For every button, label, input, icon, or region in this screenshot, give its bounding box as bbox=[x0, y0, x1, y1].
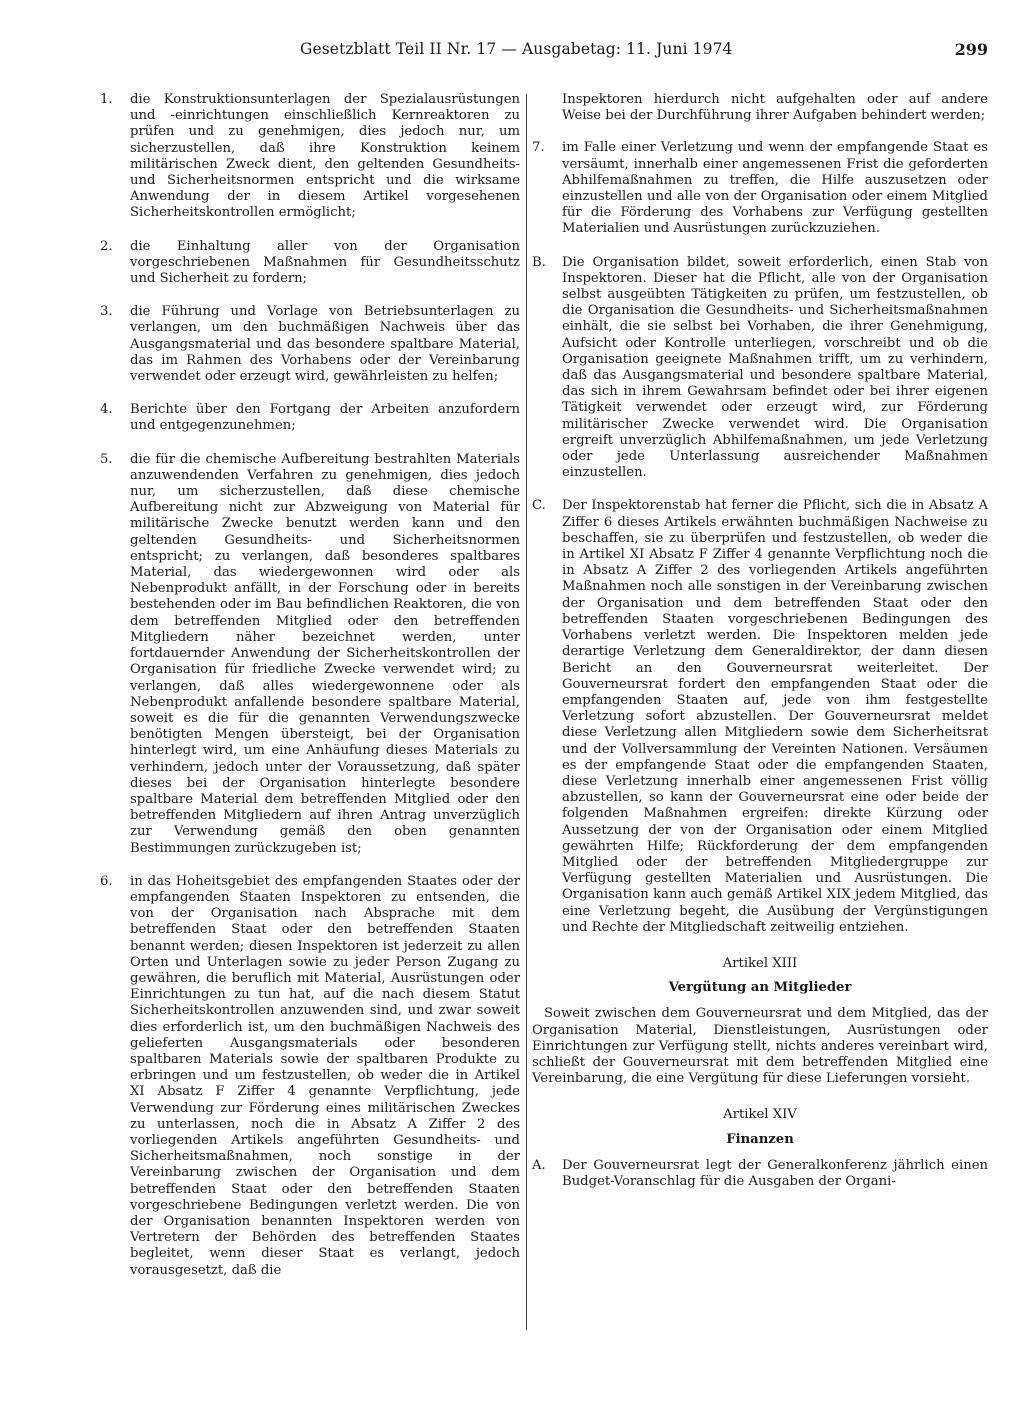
list-item bbox=[100, 92, 520, 222]
list-item bbox=[100, 239, 520, 288]
item-text: Berichte über den Fortgang der Arbeiten anzufordern und entgegenzunehmen; bbox=[130, 402, 520, 434]
item-number: 3. bbox=[100, 304, 113, 320]
right-column bbox=[532, 92, 988, 1207]
item-text: die für die chemische Aufbereitung bestrahlten Materials anzuwendenden Verfahren zu genehmigen, dies jedoch nur, um sicherzustellen, daß diese chemische Aufbereitung nicht zur Abzweigung von Material für militärische Zwecke benutzt werden kann und den geltenden Gesundheits- und Sicherheitsnormen entspricht; zu verlangen, daß besonderes spaltbares Material, das wiedergewonnen wird oder als Nebenprodukt anfällt, in der Forschung oder in bereits bestehenden oder im Bau befindlichen Reaktoren, die von dem betreffenden Mitglied oder den betreffenden Mitgliedern näher bezeichnet werden, unter fortdauernder Anwendung der Sicherheitskontrollen der Organisation für friedliche Zwecke verwendet wird; zu verlangen, daß alles wiedergewonnene oder als Nebenprodukt anfallende besondere spaltbare Material, soweit es die für die genannten Verwendungszwecke benötigten Mengen übersteigt, bei der Organisation hinterlegt wird, um eine Anhäufung dieses Materials zu verhindern, jedoch unter der Voraussetzung, daß später dieses bei der Organisation hinterlegte besondere spaltbare Material dem betreffenden Mitglied oder den betreffenden Mitgliedern auf ihren Antrag unverzüglich zur Verwendung gemäß den oben genannten Bestimmungen zurückzugeben ist; bbox=[130, 451, 520, 856]
section-text: Der Inspektorenstab hat ferner die Pflicht, sich die in Absatz A Ziffer 6 dieses Artikels erwähnten buchmäßigen Nachweise zu beschaffen, sie zu überprüfen und festzustellen, ob weder die in Artikel XI Absatz F Ziffer 4 genannte Verpflichtung noch die in Absatz A Ziffer 2 des vorliegenden Artikels angeführten Maßnahmen noch alle sonstigen in der Vereinbarung zwischen der Organisation und dem betreffenden Staat oder den betreffenden Staaten vorgeschriebenen Bedingungen des Vorhabens verletzt werden. Die Inspektoren melden jede derartige Verletzung dem Generaldirektor, der dann diesen Bericht an den Gouverneursrat weiterleitet. Der Gouverneursrat fordert den empfangenden Staat oder die empfangenden Staaten auf, jede von ihm festgestellte Verletzung sofort abzustellen. Der Gouverneursrat meldet diese Verletzung allen Mitgliedern sowie dem Sicherheitsrat und der Vollversammlung der Vereinten Nationen. Versäumen es der empfangende Staat oder die empfangenden Staaten, diese Verletzung innerhalb einer angemessenen Frist völlig abzustellen, so kann der Gouverneursrat eine oder beide der folgenden Maßnahmen ergreifen: direkte Kürzung oder Aussetzung der von der Organisation oder einem Mitglied gewährten Hilfe; Rückforderung der dem empfangenden Mitglied oder der betreffenden Mitgliedergruppe zur Verfügung gestellten Materialien und Ausrüstungen. Die Organisation kann auch gemäß Artikel XIX jedem Mitglied, das eine Verletzung begeht, die Ausübung der Vergünstigungen und Rechte der Mitgliedschaft zeitweilig entziehen. bbox=[562, 498, 988, 935]
section-a bbox=[532, 1158, 988, 1190]
item-number: 5. bbox=[100, 451, 113, 467]
item-number: 4. bbox=[100, 402, 113, 418]
continuation-text: Inspektoren hierdurch nicht aufgehalten oder auf andere Weise bei der Durchführung ihrer Aufgaben behindert werden; bbox=[562, 92, 988, 124]
list-item bbox=[100, 402, 520, 434]
article-14-heading: Finanzen bbox=[726, 1131, 794, 1147]
item-number: 2. bbox=[100, 238, 113, 254]
list-item bbox=[100, 452, 520, 857]
item-text: die Konstruktionsunterlagen der Spezialausrüstungen und -einrichtungen einschließlich Kernreaktoren zu prüfen und zu genehmigen, dies jedoch nur, um sicherzustellen, daß ihre Konstruktion keinem militärischen Zweck dient, den geltenden Gesundheits- und Sicherheitsnormen entspricht und die wirksame Anwendung der in diesem Artikel vorgesehenen Sicherheitskontrollen ermöglicht; bbox=[130, 92, 520, 221]
running-header: Gesetzblatt Teil II Nr. 17 — Ausgabetag: 11. Juni 1974 bbox=[300, 40, 733, 58]
section-b bbox=[532, 255, 988, 482]
item-number: 7. bbox=[532, 140, 545, 156]
section-c bbox=[532, 498, 988, 935]
section-letter: C. bbox=[532, 498, 546, 514]
section-letter: B. bbox=[532, 254, 546, 270]
section-text: Der Gouverneursrat legt der Generalkonferenz jährlich einen Budget-Voranschlag für die Ausgaben der Organi- bbox=[562, 1157, 988, 1189]
left-column bbox=[100, 92, 520, 1296]
section-text: Die Organisation bildet, soweit erforderlich, einen Stab von Inspektoren. Dieser hat die Pflicht, alle von der Organisation selbst ausgeübten Tätigkeiten zu prüfen, um festzustellen, ob die Organisation die Gesundheits- und Sicherheitsmaßnahmen einhält, die sie selbst bei Vorhaben, die ihrer Genehmigung, Aufsicht oder Kontrolle unterliegen, vorschreibt und ob die Organisation geeignete Maßnahmen trifft, um zu verhindern, daß das Ausgangsmaterial und besondere spaltbare Material, das sich in ihrem Gewahrsam befindet oder bei ihrer eigenen Tätigkeit verwendet oder erzeugt wird, zur Förderung militärischer Zwecke verwendet wird. Die Organisation ergreift unverzüglich Abhilfemaßnahmen, um jede Verletzung oder jede Unterlassung ausreichender Maßnahmen einzustellen. bbox=[562, 254, 988, 481]
column-divider bbox=[526, 94, 527, 1330]
item-text: die Führung und Vorlage von Betriebsunterlagen zu verlangen, um den buchmäßigen Nachweis über das Ausgangsmaterial und das besondere spaltbare Material, das im Rahmen des Vorhabens oder der Vereinbarung verwendet oder erzeugt wird, gewährleisten zu helfen; bbox=[130, 304, 520, 385]
article-14-title: Artikel XIV bbox=[723, 1107, 797, 1123]
article-13-heading: Vergütung an Mitglieder bbox=[668, 980, 852, 996]
article-13-title: Artikel XIII bbox=[722, 955, 798, 971]
item-text: in das Hoheitsgebiet des empfangenden Staates oder der empfangenden Staaten Inspektoren zu entsenden, die von der Organisation nach Absprache mit dem betreffenden Staat oder den betreffenden Staaten benannt werden; diesen Inspektoren ist jederzeit zu allen Orten und Unterlagen sowie zu jeder Person Zugang zu gewähren, die beruflich mit Material, Ausrüstungen oder Einrichtungen zu tun hat, auf die nach diesem Statut Sicherheitskontrollen anzuwenden sind, und zwar soweit dies erforderlich ist, um den buchmäßigen Nachweis des gelieferten Ausgangsmaterials oder besonderen spaltbaren Materials sowie der spaltbaren Produkte zu erbringen und um festzustellen, ob weder die in Artikel XI Absatz F Ziffer 4 genannte Verpflichtung, jede Verwendung zur Förderung eines militärischen Zweckes zu unterlassen, noch die in Absatz A Ziffer 2 des vorliegenden Artikels angeführten Gesundheits- und Sicherheitsmaßnahmen, noch sonstige in der Vereinbarung zwischen der Organisation und dem betreffenden Staat oder den betreffenden Staaten vorgeschriebene Bedingungen verletzt werden. Die von der Organisation benannten Inspektoren werden von Vertretern der Behörden des betreffenden Staates begleitet, wenn dieser Staat es verlangt, jedoch vorausgesetzt, daß die bbox=[130, 873, 520, 1278]
list-item bbox=[100, 874, 520, 1279]
list-item bbox=[532, 140, 988, 237]
item-text: die Einhaltung aller von der Organisation vorgeschriebenen Maßnahmen für Gesundheitsschutz und Sicherheit zu fordern; bbox=[130, 238, 520, 287]
item-text: im Falle einer Verletzung und wenn der empfangende Staat es versäumt, innerhalb einer angemessenen Frist die geforderten Abhilfemaßnahmen zu treffen, die Hilfe auszusetzen oder einzustellen und alle von der Organisation oder einem Mitglied für die Förderung des Vorhabens zur Verfügung gestellten Materialien und Ausrüstungen zurückzuziehen. bbox=[562, 140, 988, 237]
page-number: 299 bbox=[954, 40, 988, 59]
section-letter: A. bbox=[532, 1157, 546, 1173]
list-item bbox=[100, 304, 520, 385]
item-number: 1. bbox=[100, 92, 113, 107]
article-13-text: Soweit zwischen dem Gouverneursrat und dem Mitglied, das der Organisation Material, Dienstleistungen, Ausrüstungen oder Einrichtungen zur Verfügung stellt, nichts anderes vereinbart wird, schließt der Gouverneursrat mit dem betreffenden Mitglied eine Vereinbarung, die eine Vergütung für diese Lieferungen vorsieht. bbox=[532, 1006, 988, 1087]
item-number: 6. bbox=[100, 873, 113, 889]
